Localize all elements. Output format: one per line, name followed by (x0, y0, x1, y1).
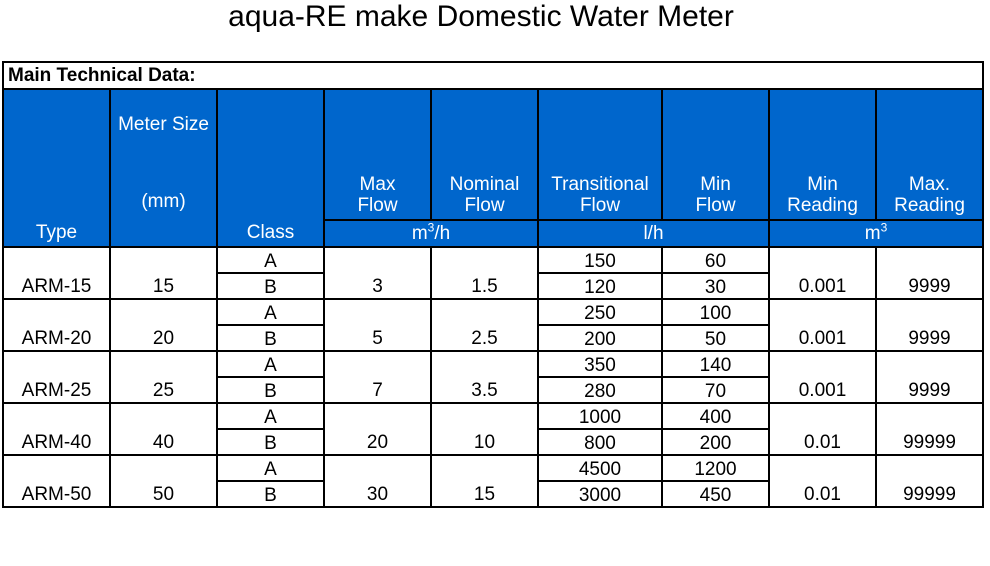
cell-max-reading: 9999 (876, 247, 983, 299)
header-min-reading-line2: Reading (787, 195, 858, 216)
cell-transitional-flow: 3000 (538, 481, 662, 507)
header-nominal-flow-line2: Flow (464, 195, 505, 216)
cell-min-flow: 100 (662, 299, 769, 325)
cell-min-flow: 450 (662, 481, 769, 507)
header-max-flow-line2: Flow (357, 195, 398, 216)
cell-transitional-flow: 200 (538, 325, 662, 351)
unit-flow-m3h (324, 220, 538, 247)
header-transitional-flow-line1: Transitional (551, 174, 649, 195)
header-transitional-flow (538, 89, 662, 220)
cell-class: B (217, 325, 324, 351)
cell-min-flow: 50 (662, 325, 769, 351)
header-meter-size-unit: (mm) (141, 191, 186, 212)
cell-min-reading: 0.001 (769, 299, 876, 351)
cell-nominal-flow: 3.5 (431, 351, 538, 403)
cell-transitional-flow: 120 (538, 273, 662, 299)
cell-min-flow: 400 (662, 403, 769, 429)
table-caption: Main Technical Data: (3, 62, 983, 89)
unit-flow-base: m (411, 223, 428, 244)
cell-min-flow: 1200 (662, 455, 769, 481)
technical-data-table (2, 61, 984, 508)
table-row (3, 455, 983, 481)
unit-flow-lh: l/h (538, 220, 769, 247)
cell-min-flow: 140 (662, 351, 769, 377)
table-row (3, 403, 983, 429)
cell-max-flow: 5 (324, 299, 431, 351)
table-row (3, 351, 983, 377)
cell-meter-size: 50 (110, 455, 217, 507)
cell-meter-size: 15 (110, 247, 217, 299)
unit-flow-exp: 3 (427, 220, 435, 235)
cell-nominal-flow: 1.5 (431, 247, 538, 299)
cell-class: A (217, 351, 324, 377)
header-max-reading (876, 89, 983, 220)
cell-transitional-flow: 800 (538, 429, 662, 455)
header-max-flow (324, 89, 431, 220)
cell-transitional-flow: 1000 (538, 403, 662, 429)
header-nominal-flow-line1: Nominal (449, 174, 520, 195)
page-title: aqua-RE make Domestic Water Meter (228, 0, 734, 33)
unit-reading-m3 (769, 220, 983, 247)
cell-min-flow: 200 (662, 429, 769, 455)
header-transitional-flow-line2: Flow (579, 195, 621, 216)
header-meter-size (110, 89, 217, 247)
cell-max-reading: 99999 (876, 455, 983, 507)
cell-meter-size: 25 (110, 351, 217, 403)
cell-class: B (217, 273, 324, 299)
cell-type: ARM-25 (3, 351, 110, 403)
cell-transitional-flow: 350 (538, 351, 662, 377)
cell-type: ARM-50 (3, 455, 110, 507)
cell-min-flow: 60 (662, 247, 769, 273)
cell-max-flow: 30 (324, 455, 431, 507)
header-min-flow (662, 89, 769, 220)
cell-min-flow: 70 (662, 377, 769, 403)
cell-class: A (217, 247, 324, 273)
header-min-flow-line2: Flow (695, 195, 736, 216)
cell-meter-size: 20 (110, 299, 217, 351)
cell-min-reading: 0.001 (769, 247, 876, 299)
cell-min-reading: 0.01 (769, 403, 876, 455)
unit-reading-base: m (864, 223, 881, 244)
cell-max-reading: 99999 (876, 403, 983, 455)
cell-meter-size: 40 (110, 403, 217, 455)
cell-type: ARM-20 (3, 299, 110, 351)
cell-class: B (217, 377, 324, 403)
cell-nominal-flow: 15 (431, 455, 538, 507)
cell-transitional-flow: 250 (538, 299, 662, 325)
table-row (3, 299, 983, 325)
cell-transitional-flow: 280 (538, 377, 662, 403)
cell-max-flow: 20 (324, 403, 431, 455)
cell-class: B (217, 429, 324, 455)
table-row (3, 247, 983, 273)
cell-max-reading: 9999 (876, 351, 983, 403)
cell-min-reading: 0.001 (769, 351, 876, 403)
cell-max-flow: 3 (324, 247, 431, 299)
cell-nominal-flow: 10 (431, 403, 538, 455)
header-meter-size-label: Meter Size (118, 114, 209, 135)
cell-transitional-flow: 150 (538, 247, 662, 273)
cell-class: A (217, 403, 324, 429)
cell-min-reading: 0.01 (769, 455, 876, 507)
cell-type: ARM-40 (3, 403, 110, 455)
cell-class: A (217, 455, 324, 481)
header-nominal-flow (431, 89, 538, 220)
cell-class: A (217, 299, 324, 325)
header-max-reading-line1: Max. (908, 174, 951, 195)
header-max-flow-line1: Max (359, 174, 396, 195)
cell-type: ARM-15 (3, 247, 110, 299)
unit-reading-exp: 3 (880, 220, 888, 235)
unit-flow-suffix: /h (434, 223, 451, 244)
cell-class: B (217, 481, 324, 507)
header-max-reading-line2: Reading (894, 195, 965, 216)
header-min-flow-line1: Min (700, 174, 731, 195)
cell-max-flow: 7 (324, 351, 431, 403)
header-min-reading-line1: Min (807, 174, 838, 195)
cell-min-flow: 30 (662, 273, 769, 299)
header-type: Type (3, 89, 110, 247)
cell-max-reading: 9999 (876, 299, 983, 351)
header-min-reading (769, 89, 876, 220)
cell-transitional-flow: 4500 (538, 455, 662, 481)
header-class: Class (217, 89, 324, 247)
cell-nominal-flow: 2.5 (431, 299, 538, 351)
